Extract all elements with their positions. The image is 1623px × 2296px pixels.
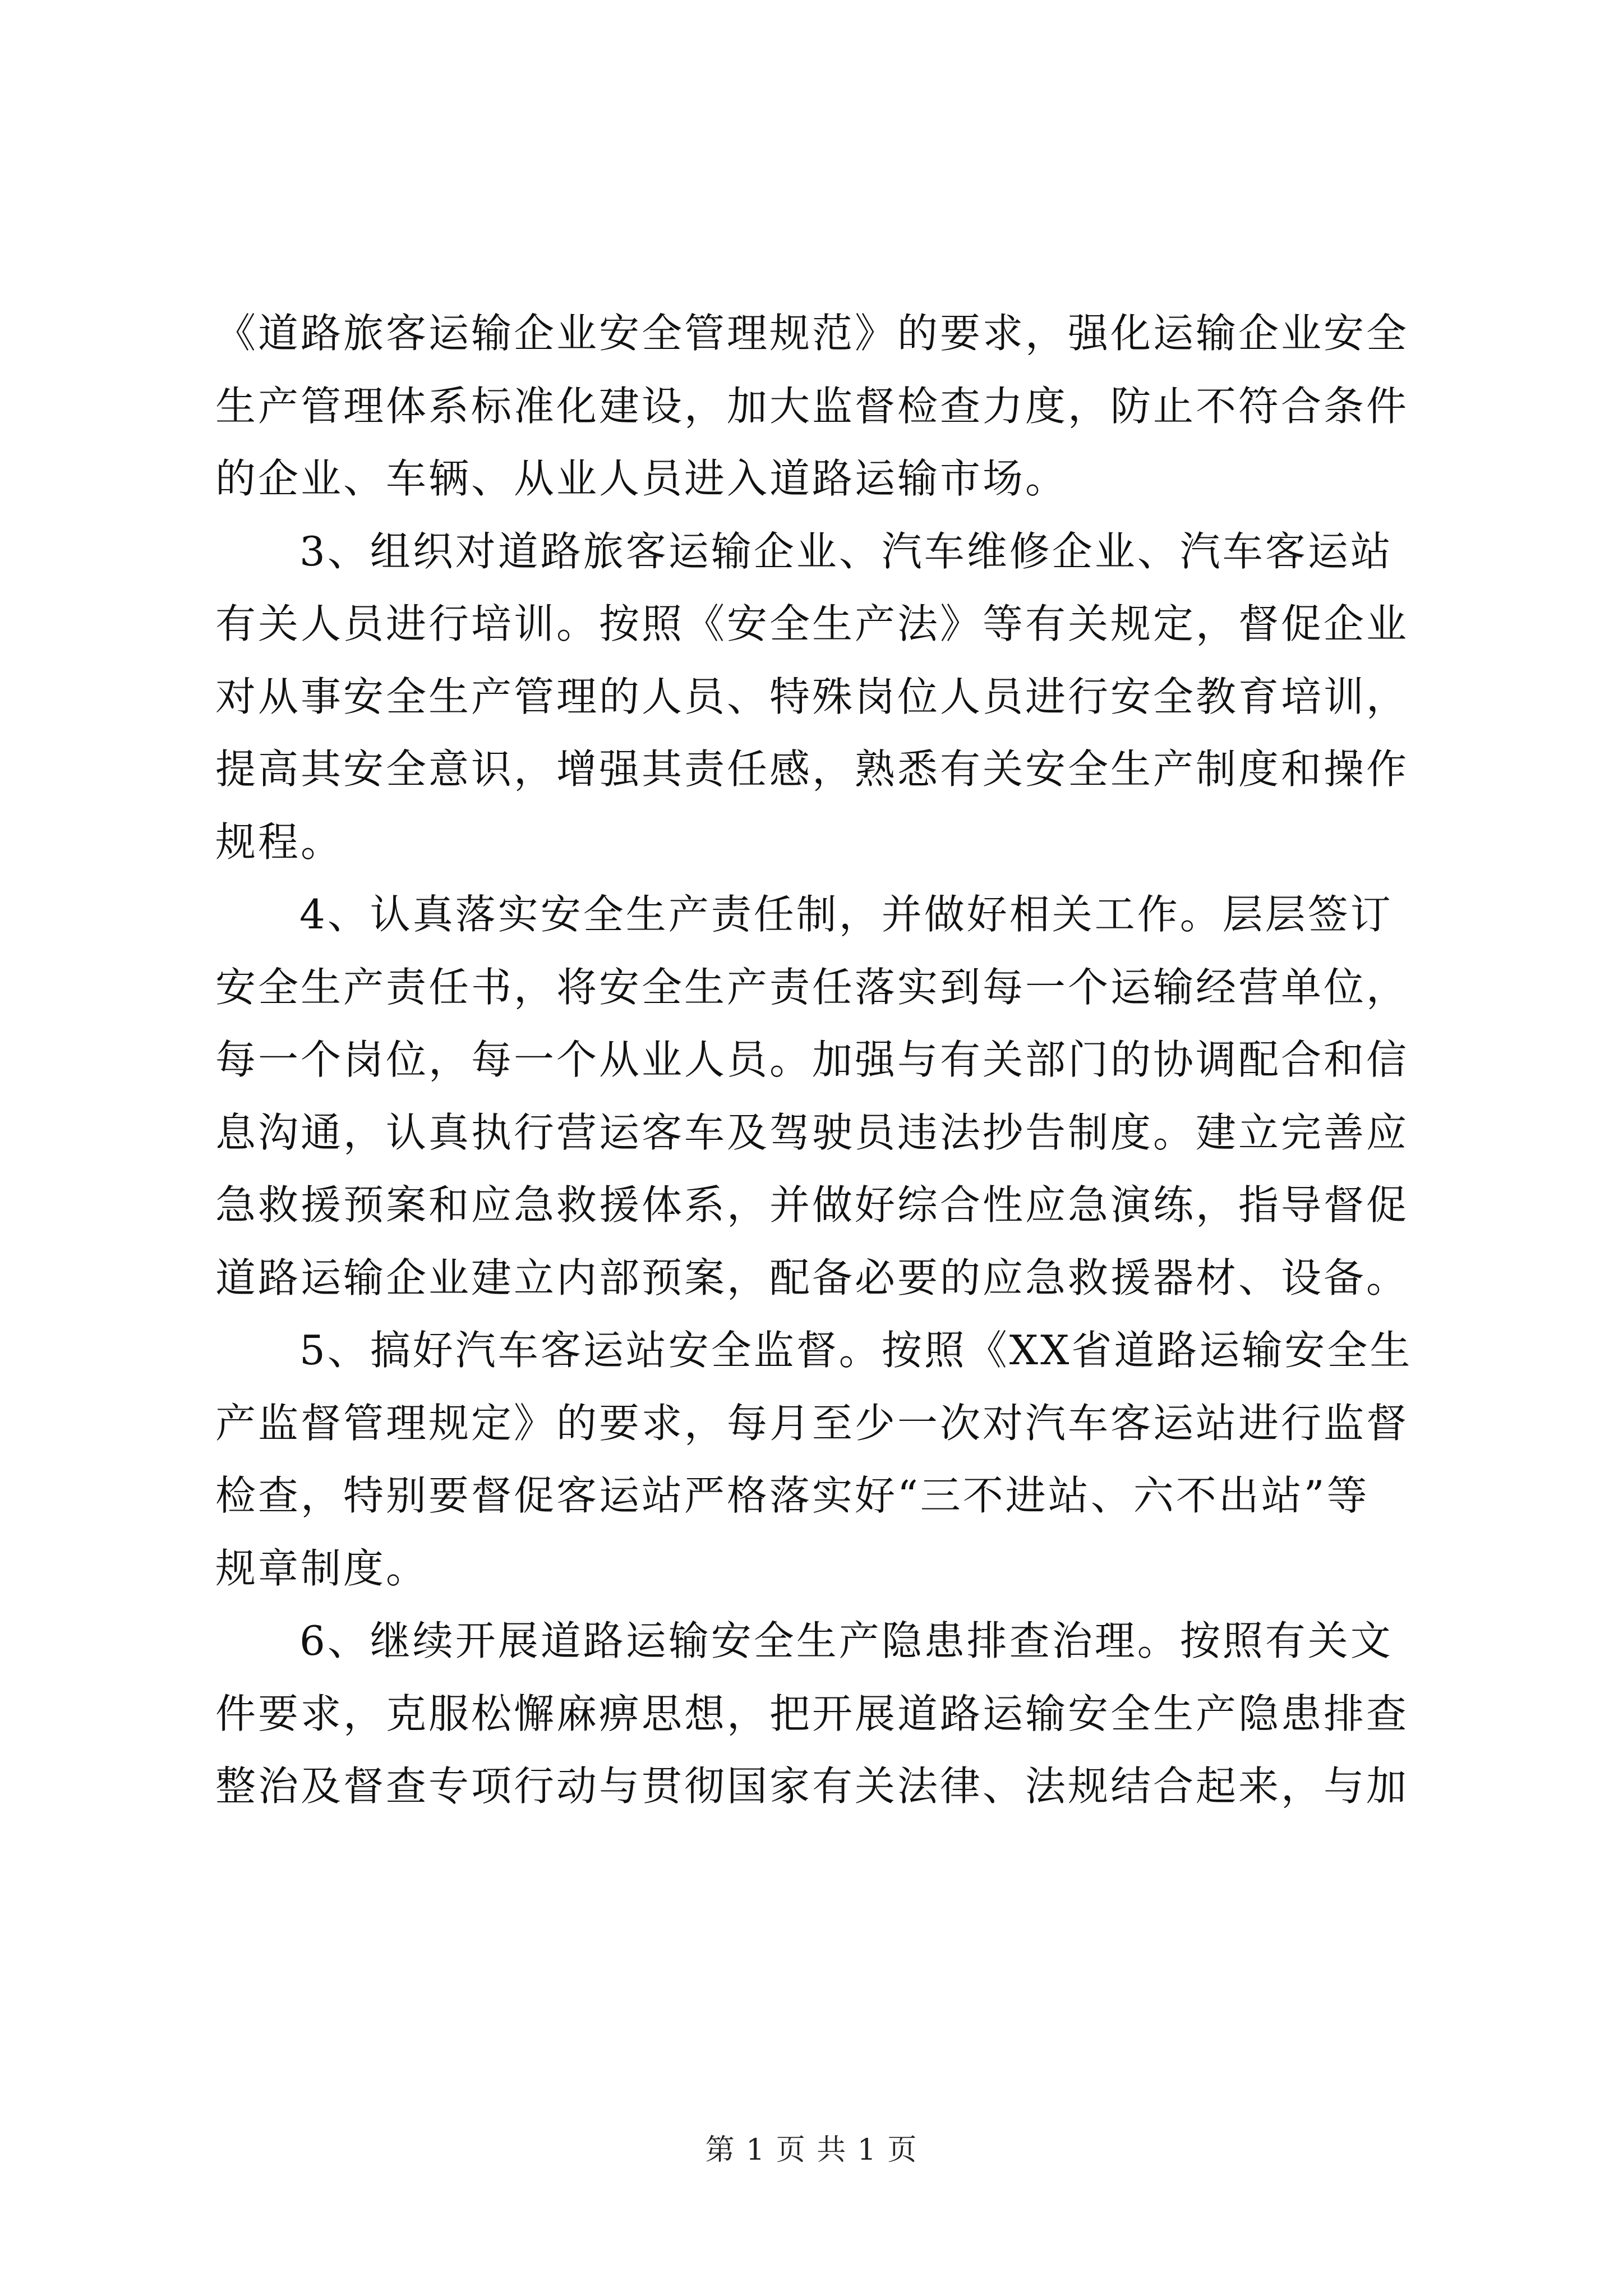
paragraph-continuation bbox=[215, 297, 1432, 516]
paragraph-item-6 bbox=[215, 1605, 1432, 1823]
text-line: 急救援预案和应急救援体系，并做好综合性应急演练，指导督促 bbox=[215, 1181, 1409, 1228]
text-line: 提高其安全意识，增强其责任感，熟悉有关安全生产制度和操作 bbox=[215, 746, 1409, 793]
text-line: 的企业、车辆、从业人员进入道路运输市场。 bbox=[215, 455, 1068, 502]
text-line: 安全生产责任书，将安全生产责任落实到每一个运输经营单位， bbox=[215, 963, 1409, 1011]
text-line: 产监督管理规定》的要求，每月至少一次对汽车客运站进行监督 bbox=[215, 1399, 1409, 1447]
paragraph-item-4 bbox=[215, 878, 1432, 1314]
text-line: 规章制度。 bbox=[215, 1544, 429, 1592]
paragraph-item-5 bbox=[215, 1314, 1432, 1605]
text-line: 息沟通，认真执行营运客车及驾驶员违法抄告制度。建立完善应 bbox=[215, 1108, 1409, 1156]
text-line: 4、认真落实安全生产责任制，并做好相关工作。层层签订 bbox=[299, 891, 1393, 938]
text-line: 6、继续开展道路运输安全生产隐患排查治理。按照有关文 bbox=[299, 1617, 1393, 1664]
document-body bbox=[215, 297, 1432, 1823]
text-line: 对从事安全生产管理的人员、特殊岗位人员进行安全教育培训， bbox=[215, 673, 1409, 720]
text-line: 每一个岗位，每一个从业人员。加强与有关部门的协调配合和信 bbox=[215, 1036, 1409, 1083]
text-line: 3、组织对道路旅客运输企业、汽车维修企业、汽车客运站 bbox=[299, 527, 1393, 575]
text-line: 件要求，克服松懈麻痹思想，把开展道路运输安全生产隐患排查 bbox=[215, 1690, 1409, 1737]
text-line: 5、搞好汽车客运站安全监督。按照《XX省道路运输安全生 bbox=[299, 1327, 1413, 1374]
text-line: 整治及督查专项行动与贯彻国家有关法律、法规结合起来，与加 bbox=[215, 1763, 1409, 1810]
text-line: 有关人员进行培训。按照《安全生产法》等有关规定，督促企业 bbox=[215, 600, 1409, 647]
paragraph-item-3 bbox=[215, 516, 1432, 879]
text-line: 生产管理体系标准化建设，加大监督检查力度，防止不符合条件 bbox=[215, 382, 1409, 430]
page-number-footer: 第 1 页 共 1 页 bbox=[705, 2133, 918, 2167]
text-line: 规程。 bbox=[215, 818, 344, 866]
text-line: 道路运输企业建立内部预案，配备必要的应急救援器材、设备。 bbox=[215, 1254, 1409, 1301]
text-line: 检查，特别要督促客运站严格落实好“三不进站、六不出站”等 bbox=[215, 1472, 1370, 1519]
text-line: 《道路旅客运输企业安全管理规范》的要求，强化运输企业安全 bbox=[215, 310, 1409, 357]
